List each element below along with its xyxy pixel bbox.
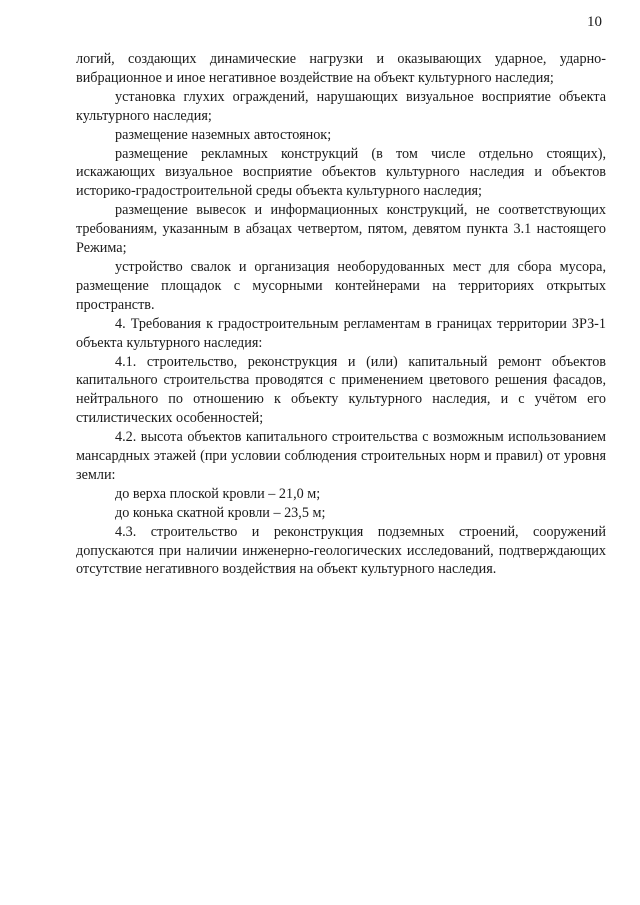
paragraph-blind-fences: установка глухих ограждений, нарушающих визуальное восприятие объекта культурного наследия; <box>76 88 606 124</box>
section-4-heading: 4. Требования к градостроительным регламентам в границах территории ЗРЗ-1 объекта культурного наследия: <box>76 315 606 351</box>
paragraph-4-1: 4.1. строительство, реконструкция и (или) капитальный ремонт объектов капитального строительства проводятся с применением цветового решения фасадов, нейтрального по отношению к объекту культурного наследия, и с учётом его стилистических особенностей; <box>76 353 606 427</box>
paragraph-4-2: 4.2. высота объектов капитального строительства с возможным использованием мансардных этажей (при условии соблюдения строительных норм и правил) от уровня земли: <box>76 429 606 483</box>
paragraph-4-3: 4.3. строительство и реконструкция подземных строений, сооружений допускаются при наличии инженерно-геологических исследований, подтверждающих отсутствие негативного воздействия на объект культурного наследия. <box>76 523 606 578</box>
paragraph-flat-roof: до верха плоской кровли – 21,0 м; <box>115 485 321 502</box>
paragraph-continuation: логий, создающих динамические нагрузки и оказывающих ударное, ударно-вибрационное и иное негативное воздействие на объект культурного наследия; <box>76 51 606 86</box>
paragraph-pitched-roof: до конька скатной кровли – 23,5 м; <box>115 504 326 521</box>
paragraph-parking: размещение наземных автостоянок; <box>115 126 332 143</box>
paragraph-advertising: размещение рекламных конструкций (в том числе отдельно стоящих), искажающих визуальное восприятие объектов культурного наследия и объектов историко-градостроительной среды объекта культурного наследия; <box>76 145 606 200</box>
paragraph-signs: размещение вывесок и информационных конструкций, не соответствующих требованиям, указанным в абзацах четвертом, пятом, девятом пункта 3.1 настоящего Режима; <box>76 202 606 257</box>
paragraph-waste: устройство свалок и организация необорудованных мест для сбора мусора, размещение площадок с мусорными контейнерами на территориях открытых пространств. <box>76 258 606 313</box>
page-number: 10 <box>587 14 602 30</box>
document-body <box>76 50 606 579</box>
